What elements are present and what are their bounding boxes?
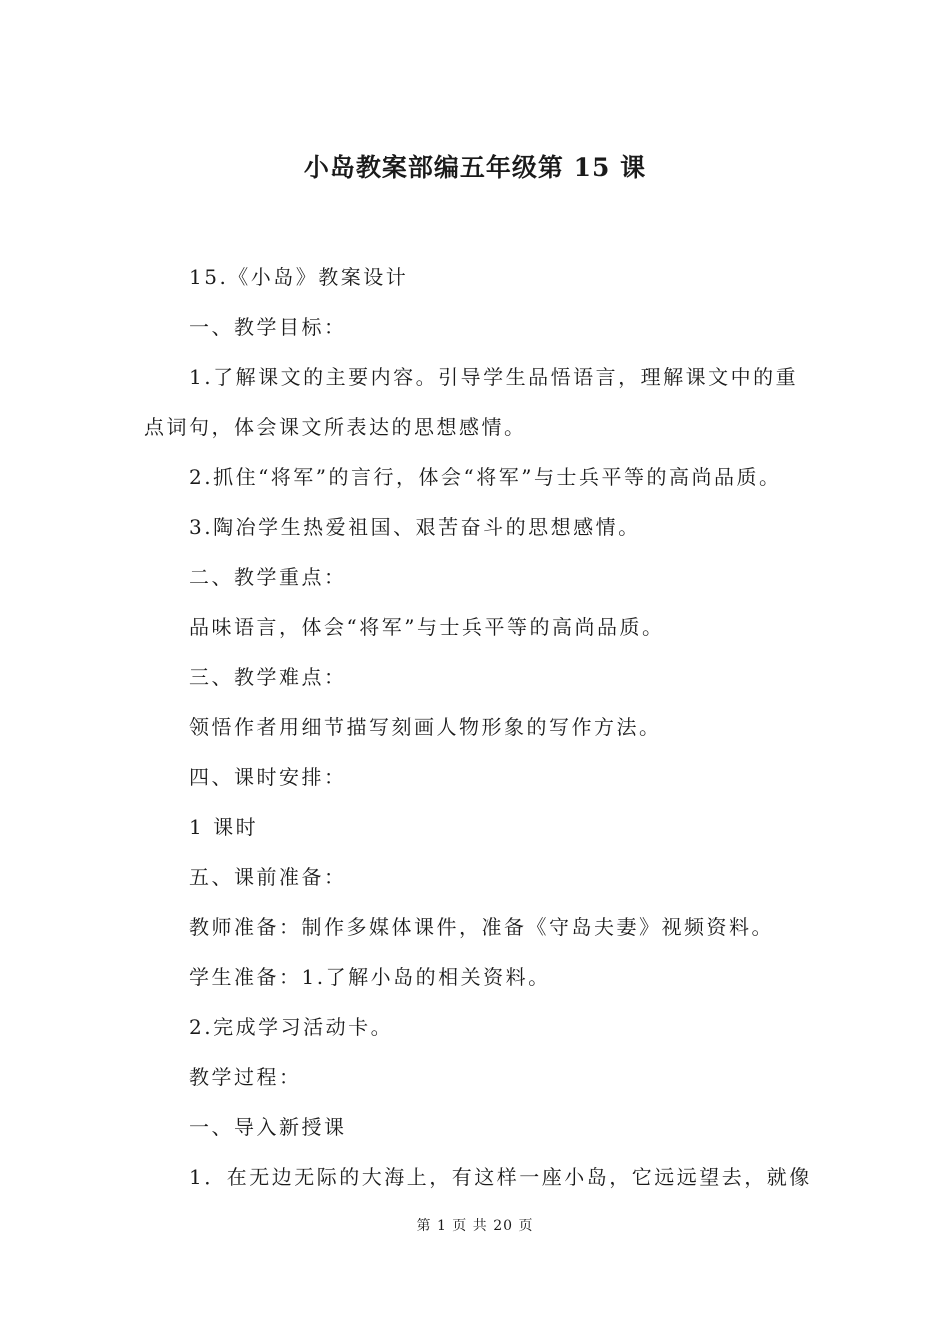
difficulties-paragraph: 领悟作者用细节描写刻画人物形象的写作方法。 <box>189 715 662 739</box>
student-preparation-paragraph: 学生准备：1.了解小岛的相关资料。 <box>189 965 551 989</box>
teacher-preparation-paragraph: 教师准备：制作多媒体课件，准备《守岛夫妻》视频资料。 <box>189 915 774 939</box>
section-heading-schedule: 四、课时安排： <box>189 765 347 789</box>
page-footer <box>0 1214 950 1238</box>
lesson-heading: 15.《小岛》教案设计 <box>189 265 409 289</box>
section-heading-difficulties: 三、教学难点： <box>189 665 347 689</box>
key-points-paragraph: 品味语言，体会“将军”与士兵平等的高尚品质。 <box>189 615 665 639</box>
goal-3-paragraph: 3.陶冶学生热爱祖国、艰苦奋斗的思想感情。 <box>189 515 641 539</box>
goal-2-paragraph: 2.抓住“将军”的言行，体会“将军”与士兵平等的高尚品质。 <box>189 465 782 489</box>
section-heading-process: 教学过程： <box>189 1065 302 1089</box>
student-preparation-item-2: 2.完成学习活动卡。 <box>189 1015 394 1039</box>
section-heading-goals: 一、教学目标： <box>189 315 347 339</box>
section-heading-preparation: 五、课前准备： <box>189 865 347 889</box>
document-body <box>144 252 812 1202</box>
schedule-paragraph: 1 课时 <box>189 815 259 839</box>
section-heading-key-points: 二、教学重点： <box>189 565 347 589</box>
process-step-1-paragraph: 1．在无边无际的大海上，有这样一座小岛，它远远望去，就像 <box>189 1165 812 1189</box>
goal-1-paragraph: 1.了解课文的主要内容。引导学生品悟语言，理解课文中的重点词句，体会课文所表达的思想感情。 <box>144 365 799 439</box>
page-number-text: 第 1 页 共 20 页 <box>416 1218 534 1234</box>
process-step-heading: 一、导入新授课 <box>189 1115 347 1139</box>
document-title: 小岛教案部编五年级第 15 课 <box>303 153 647 182</box>
